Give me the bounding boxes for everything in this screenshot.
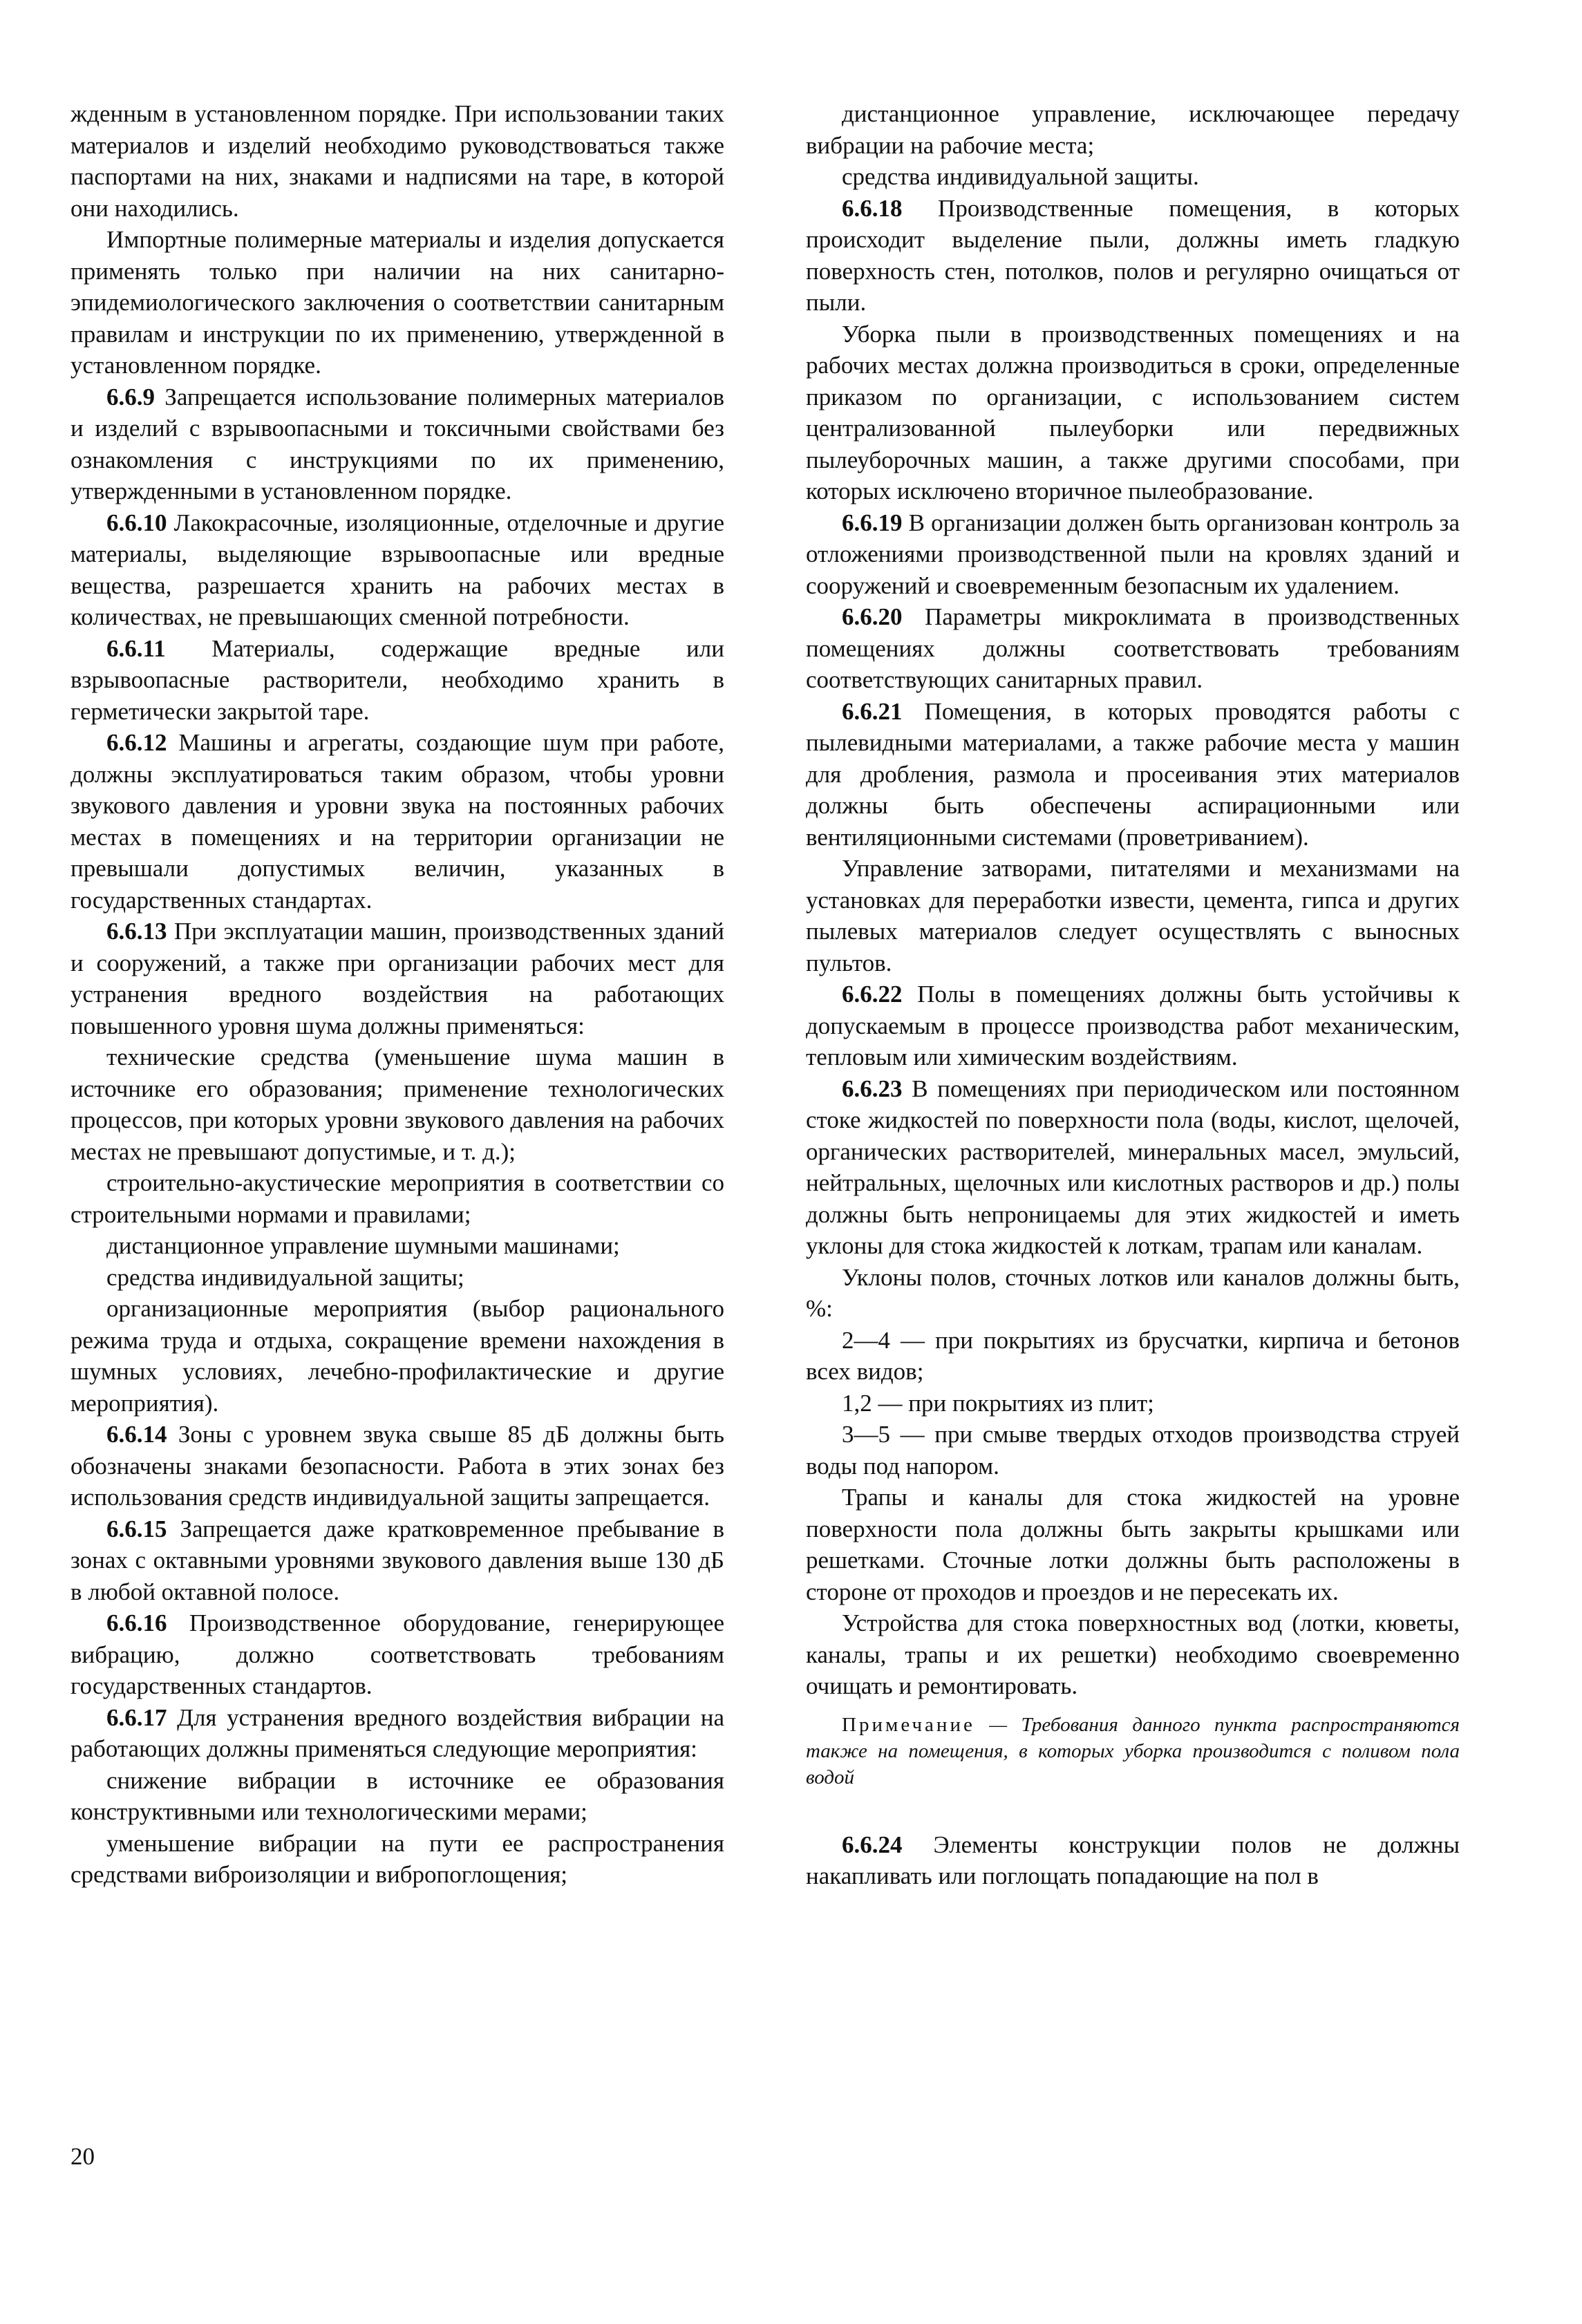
paragraph-text: Запрещается даже кратковременное пребывание в зонах с октавными уровнями звукового давления выше 130 дБ в любой октавной полосе. xyxy=(70,1515,724,1605)
clause-paragraph xyxy=(806,507,1460,602)
paragraph-text: Импортные полимерные материалы и изделия допускается применять только при наличии на них санитарно-эпидемиологического заключения о соответствии санитарным правилам и инструкции по их применению, утвержденной в установленном порядке. xyxy=(70,226,724,379)
clause-paragraph xyxy=(806,193,1460,319)
clause-paragraph xyxy=(70,1702,724,1765)
text-paragraph xyxy=(806,161,1460,193)
clause-number: 6.6.24 xyxy=(842,1831,903,1858)
paragraph-text: При эксплуатации машин, производственных зданий и сооружений, а также при организации рабочих мест для устранения вредного воздействия на работающих повышенного уровня шума должны применяться: xyxy=(70,918,724,1039)
text-paragraph xyxy=(70,1828,724,1891)
clause-number: 6.6.16 xyxy=(106,1609,167,1636)
clause-paragraph xyxy=(70,1419,724,1513)
clause-number: 6.6.14 xyxy=(106,1421,167,1448)
paragraph-text: Материалы, содержащие вредные или взрывоопасные растворители, необходимо хранить в герметически закрытой таре. xyxy=(70,634,724,725)
paragraph-text: Трапы и каналы для стока жидкостей на уровне поверхности пола должны быть закрыты крышками или решетками. Сточные лотки должны быть расположены в стороне от проходов и проездов и не пересекать их. xyxy=(806,1484,1460,1605)
text-paragraph xyxy=(70,1765,724,1828)
text-paragraph xyxy=(70,1293,724,1419)
text-paragraph xyxy=(70,1167,724,1230)
text-paragraph xyxy=(70,1041,724,1167)
clause-number: 6.6.22 xyxy=(842,981,903,1008)
note-label: Примечание xyxy=(842,1713,975,1736)
paragraph-text: 1,2 — при покрытиях из плит; xyxy=(842,1389,1154,1417)
paragraph-text: Уклоны полов, сточных лотков или каналов должны быть, %: xyxy=(806,1263,1460,1322)
clause-paragraph xyxy=(70,916,724,1041)
clause-paragraph xyxy=(806,696,1460,853)
paragraph-text: Запрещается использование полимерных материалов и изделий с взрывоопасными и токсичными свойствами без ознакомления с инструкциями по их применению, утвержденными в установленном порядке. xyxy=(70,383,724,504)
text-paragraph xyxy=(806,1388,1460,1419)
right-column xyxy=(806,98,1460,1892)
paragraph-text: Для устранения вредного воздействия вибрации на работающих должны применяться следующие мероприятия: xyxy=(70,1703,724,1762)
paragraph-text: В помещениях при периодическом или постоянном стоке жидкостей по поверхности пола (воды, кислот, щелочей, органических растворителей, минеральных масел, эмульсий, нейтральных, щелочных или кислотных растворов и др.) полы должны быть непроницаемы для этих жидкостей и иметь уклоны для стока жидкостей к лоткам, трапам или каналам. xyxy=(806,1075,1460,1259)
paragraph-text: строительно-акустические мероприятия в соответствии со строительными нормами и правилами; xyxy=(70,1169,724,1228)
text-paragraph xyxy=(806,1482,1460,1607)
clause-number: 6.6.20 xyxy=(842,603,903,630)
clause-number: 6.6.23 xyxy=(842,1075,903,1102)
text-paragraph xyxy=(806,319,1460,507)
paragraph-text: Элементы конструкции полов не должны накапливать или поглощать попадающие на пол в xyxy=(806,1831,1460,1889)
paragraph-text: Производственные помещения, в которых происходит выделение пыли, должны иметь гладкую поверхность стен, потолков, полов и регулярно очищаться от пыли. xyxy=(806,194,1460,316)
text-paragraph xyxy=(806,853,1460,979)
paragraph-text: уменьшение вибрации на пути ее распространения средствами виброизоляции и вибропоглощения; xyxy=(70,1829,724,1888)
clause-number: 6.6.9 xyxy=(106,383,155,410)
paragraph-text: Зоны с уровнем звука свыше 85 дБ должны быть обозначены знаками безопасности. Работа в этих зонах без использования средств индивидуальной защиты запрещается. xyxy=(70,1421,724,1511)
paragraph-text: Машины и агрегаты, создающие шум при работе, должны эксплуатироваться таким образом, чтобы уровни звукового давления и уровни звука на постоянных рабочих местах в помещениях и на территории организации не превышали допустимых величин, указанных в государственных стандартах. xyxy=(70,729,724,914)
left-column xyxy=(70,98,724,1891)
note-text: — Требования данного пункта распространяются также на помещения, в которых уборка производится с поливом пола водой xyxy=(806,1713,1460,1788)
paragraph-text: Полы в помещениях должны быть устойчивы к допускаемым в процессе производства работ механическим, тепловым или химическим воздействиям. xyxy=(806,981,1460,1070)
clause-number: 6.6.11 xyxy=(106,634,166,662)
text-paragraph xyxy=(70,224,724,381)
paragraph-text: жденным в установленном порядке. При использовании таких материалов и изделий необходимо руководствоваться также паспортами на них, знаками и надписями на таре, в которой они находились. xyxy=(70,100,724,222)
paragraph-text: дистанционное управление, исключающее передачу вибрации на рабочие места; xyxy=(806,100,1460,159)
clause-paragraph xyxy=(70,633,724,728)
paragraph-text: снижение вибрации в источнике ее образования конструктивными или технологическими мерами; xyxy=(70,1766,724,1825)
text-paragraph xyxy=(806,1607,1460,1702)
clause-number: 6.6.19 xyxy=(842,509,903,536)
clause-paragraph xyxy=(806,1073,1460,1262)
clause-paragraph xyxy=(70,381,724,507)
paragraph-text: Уборка пыли в производственных помещениях и на рабочих местах должна производиться в сроки, определенные приказом по организации, с использованием систем централизованной пылеуборки или передвижных пылеуборочных машин, а также другими способами, при которых исключено вторичное пылеобразование. xyxy=(806,320,1460,504)
clause-paragraph xyxy=(806,979,1460,1073)
clause-paragraph xyxy=(806,601,1460,696)
paragraph-text: Параметры микроклимата в производственных помещениях должны соответствовать требованиям соответствующих санитарных правил. xyxy=(806,603,1460,693)
paragraph-text: В организации должен быть организован контроль за отложениями производственной пыли на кровлях зданий и сооружений и своевременным безопасным их удалением. xyxy=(806,509,1460,599)
paragraph-text: дистанционное управление шумными машинами; xyxy=(106,1232,620,1259)
clause-paragraph xyxy=(70,507,724,633)
clause-number: 6.6.17 xyxy=(106,1703,167,1731)
text-paragraph xyxy=(806,1419,1460,1482)
page-number: 20 xyxy=(70,2143,95,2170)
paragraph-text: 2—4 — при покрытиях из брусчатки, кирпича и бетонов всех видов; xyxy=(806,1326,1460,1385)
clause-number: 6.6.18 xyxy=(842,194,903,222)
text-paragraph xyxy=(70,1230,724,1262)
clause-paragraph xyxy=(70,1607,724,1702)
text-paragraph xyxy=(806,1325,1460,1388)
clause-number: 6.6.12 xyxy=(106,729,167,756)
clause-paragraph xyxy=(806,1829,1460,1892)
clause-paragraph xyxy=(70,1513,724,1608)
paragraph-text: средства индивидуальной защиты. xyxy=(842,163,1199,190)
clause-number: 6.6.10 xyxy=(106,509,167,536)
text-paragraph xyxy=(70,98,724,224)
paragraph-text: Производственное оборудование, генерирующее вибрацию, должно соответствовать требованиям государственных стандартов. xyxy=(70,1609,724,1699)
paragraph-text: организационные мероприятия (выбор рационального режима труда и отдыха, сокращение времени нахождения в шумных условиях, лечебно-профилактические и другие мероприятия). xyxy=(70,1295,724,1417)
note-paragraph xyxy=(806,1712,1460,1791)
clause-paragraph xyxy=(70,727,724,916)
text-paragraph xyxy=(806,98,1460,161)
paragraph-text: 3—5 — при смыве твердых отходов производства струей воды под напором. xyxy=(806,1421,1460,1480)
text-paragraph xyxy=(806,1262,1460,1325)
clause-number: 6.6.13 xyxy=(106,918,167,945)
clause-number: 6.6.15 xyxy=(106,1515,167,1542)
text-paragraph xyxy=(70,1262,724,1294)
clause-number: 6.6.21 xyxy=(842,697,903,725)
paragraph-text: Управление затворами, питателями и механизмами на установках для переработки извести, цемента, гипса и других пылевых материалов следует осуществлять с выносных пультов. xyxy=(806,855,1460,976)
paragraph-text: Помещения, в которых проводятся работы с пылевидными материалами, а также рабочие места у машин для дробления, размола и просеивания этих материалов должны быть обеспечены аспирационными или вентиляционными системами (проветриванием). xyxy=(806,697,1460,851)
paragraph-text: Лакокрасочные, изоляционные, отделочные и другие материалы, выделяющие взрывоопасные или вредные вещества, разрешается хранить на рабочих местах в количествах, не превышающих сменной потребности. xyxy=(70,509,724,630)
paragraph-text: средства индивидуальной защиты; xyxy=(106,1263,464,1291)
paragraph-text: технические средства (уменьшение шума машин в источнике его образования; применение технологических процессов, при которых уровни звукового давления на рабочих местах не превышают допустимые, и т. д.); xyxy=(70,1043,724,1165)
paragraph-text: Устройства для стока поверхностных вод (лотки, кюветы, каналы, трапы и их решетки) необходимо своевременно очищать и ремонтировать. xyxy=(806,1609,1460,1699)
